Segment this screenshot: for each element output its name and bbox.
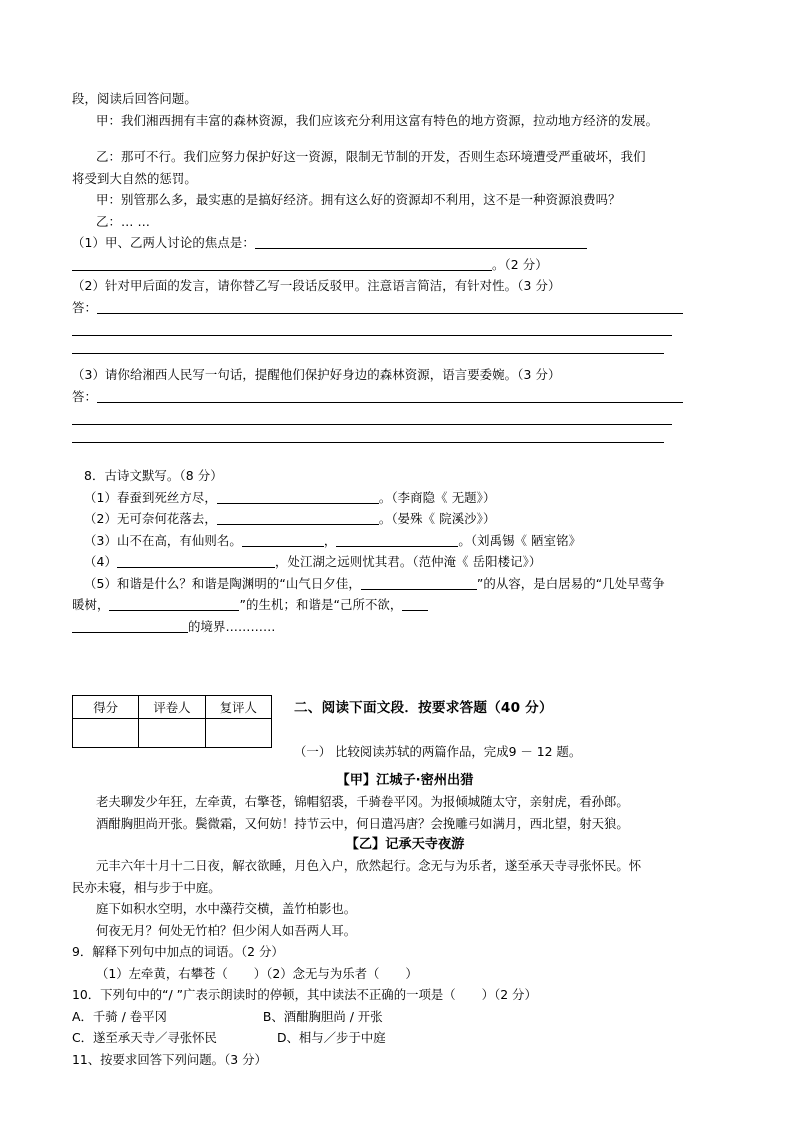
q11-heading: 11、按要求回答下列问题。（3 分） (72, 1051, 267, 1067)
text-a-marker: 【甲】 (336, 773, 377, 788)
dialogue-line-2: 乙：那可不行。我们应努力保护好这一资源，限制无节制的开发，否则生态环境遭受严重破坏，我们 (96, 149, 646, 164)
q8-item-5-part3: 暖树， (72, 597, 110, 612)
subquestion-1-cont (72, 254, 728, 276)
text-a-line-2: 酒酣胸胆尚开张。鬓微霜，又何妨！持节云中，何日遣冯唐？会挽雕弓如满月，西北望，射天狼。 (96, 815, 629, 831)
answer-label-2: 答： (72, 299, 97, 315)
text-b-title (72, 834, 728, 855)
spacer-q2-q3 (72, 354, 728, 364)
answer-blank-1a[interactable] (255, 235, 587, 249)
q8-item-1 (72, 487, 728, 509)
q8-item-5-line3 (72, 616, 728, 638)
q8-blank-5b[interactable] (109, 597, 239, 611)
q8-item-1-label: （1） (84, 489, 117, 505)
q8-item-4-label: （4） (84, 554, 117, 569)
q8-item-3-after: 。（刘禹锡《 陋室铭》 (458, 532, 582, 548)
q8-item-5-line2 (72, 594, 728, 616)
q8-item-4 (72, 551, 728, 573)
text-b-line-3: 庭下如积水空明，水中藻荇交横，盖竹柏影也。 (96, 901, 357, 916)
subquestion-3-label: （3） (72, 367, 105, 382)
answer-blank-2a[interactable] (97, 300, 683, 314)
table-row (73, 719, 272, 748)
q8-item-5-label: （5） (84, 575, 117, 591)
score-header-grader: 评卷人 (139, 696, 205, 719)
q8-blank-5a[interactable] (361, 576, 477, 590)
q8-item-4-after: ，处江湖之远则忧其君。（范仲淹《 岳阳楼记》） (274, 554, 542, 569)
q9-item-1-close: ） (253, 965, 267, 981)
q8-blank-3a[interactable] (242, 533, 324, 547)
q8-item-1-after: 。（李商隐《 无题》） (378, 489, 496, 505)
subquestion-1-text: 甲、乙两人讨论的焦点是： (104, 235, 255, 250)
subquestion-2 (72, 275, 728, 297)
q9-item-2-close: ） (405, 965, 418, 981)
answer-blank-1b[interactable] (72, 257, 492, 271)
q8-item-3 (72, 530, 728, 552)
q8-blank-1[interactable] (217, 490, 379, 504)
q10-options-row-2 (72, 1027, 728, 1049)
q8-item-2-after: 。（晏殊《 院溪沙》） (378, 511, 496, 526)
page-content (72, 88, 728, 1070)
subquestion-3-answer (72, 386, 728, 408)
q8-item-1-before: 春蚕到死丝方尽， (116, 489, 217, 505)
q8-item-3-label: （3） (84, 532, 117, 548)
q8-blank-4[interactable] (117, 554, 275, 568)
section2-heading: 二、阅读下面文段．按要求答题（40 分） (294, 700, 553, 716)
score-value-reviewer[interactable] (205, 719, 271, 748)
q8-item-5-part4: ”的生机；和谐是“己所不欲， (239, 597, 403, 612)
q8-blank-3b[interactable] (336, 533, 458, 547)
text-b-line-2: 民亦未寝，相与步于中庭。 (72, 879, 221, 895)
section2-subheading: （一） 比较阅读苏轼的两篇作品，完成9 － 12 题。 (294, 744, 582, 759)
spacer-before-section2 (72, 637, 728, 671)
score-table (72, 695, 272, 748)
q9-items (72, 963, 728, 985)
subquestion-3-text: 请你给湘西人民写一句话，提醒他们保护好身边的森林资源，语言要委婉。（3 分） (104, 367, 561, 382)
q8-item-2-label: （2） (84, 511, 117, 526)
q8-blank-2[interactable] (217, 511, 379, 525)
q8-item-2 (72, 508, 728, 530)
spacer-dialogue (72, 131, 728, 146)
subquestion-1-tail: 。（2 分） (492, 256, 548, 272)
q8-item-5-line1 (72, 573, 728, 595)
q10-option-a-text[interactable]: 千骑 / 卷平冈 (92, 1008, 167, 1024)
spacer-before-section2b (72, 671, 728, 693)
q10-heading-text: 10．下列句中的“/ ”广表示朗读时的停顿，其中读法不正确的一项是（ (72, 987, 456, 1002)
score-value-grader[interactable] (139, 719, 205, 748)
q8-blank-5d[interactable] (72, 619, 188, 633)
q9-item-1-text: 左牵黄，右攀苍（ (128, 965, 228, 981)
intro-line: 段，阅读后回答问题。 (72, 91, 197, 106)
q8-blank-5c[interactable] (402, 597, 428, 611)
q10-option-b-text[interactable]: 酒酣胸胆尚 / 开张 (283, 1008, 383, 1024)
q9-item-2-text: 念无与为乐者（ (292, 965, 380, 981)
subquestion-3 (72, 364, 728, 386)
dialogue-line-4: 甲：别管那么多，最实惠的是搞好经济。拥有这么好的资源却不利用，这不是一种资源浪费吗？ (96, 192, 621, 207)
answer-label-3: 答： (72, 388, 97, 404)
q9-item-2-label: （2） (266, 965, 293, 981)
spacer-before-q8 (72, 443, 728, 465)
text-a-line-1: 老夫聊发少年狂，左牵黄，右擎苍，锦帽貂裘，千骑卷平冈。为报倾城随太守，亲射虎，看孙郎。 (96, 794, 629, 809)
score-table-row (72, 693, 728, 760)
q8-heading: 8．古诗文默写。（8 分） (84, 468, 223, 483)
score-header-reviewer: 复评人 (205, 696, 271, 719)
q8-item-5-part1: 和谐是什么？和谐是陶渊明的“山气日夕佳， (116, 575, 361, 591)
subquestion-2-label: （2） (72, 278, 105, 293)
text-a-title (72, 770, 728, 791)
q9-item-1-label: （1） (96, 965, 129, 981)
score-table-header-row (73, 696, 272, 719)
q10-option-c-key: C． (72, 1030, 94, 1045)
q8-item-5-part6: 的境界………… (188, 618, 276, 634)
text-b-marker: 【乙】 (345, 837, 386, 852)
answer-blank-3b[interactable] (72, 424, 672, 425)
q10-heading-tail: ）（2 分） (481, 987, 537, 1002)
section2-block (272, 693, 581, 760)
dialogue-line-5: 乙：… … (96, 213, 151, 229)
q8-item-3-mid: ， (323, 532, 337, 548)
score-header-score: 得分 (73, 696, 139, 719)
answer-blank-3a[interactable] (97, 389, 683, 403)
subquestion-1 (72, 232, 728, 254)
q10-option-d-text[interactable]: 相与／步于中庭 (298, 1030, 386, 1045)
q8-item-5-part2: ”的从容，是白居易的“几处早莺争 (476, 575, 665, 591)
q10-option-d-key: D、 (276, 1030, 299, 1045)
score-value-score[interactable] (73, 719, 139, 748)
subquestion-2-answer (72, 297, 728, 319)
subquestion-1-label: （1） (72, 235, 105, 250)
answer-blank-2b[interactable] (72, 335, 672, 336)
spacer-before-poem (72, 760, 728, 770)
text-b-line-4: 何夜无月？何处无竹柏？但少闲人如吾两人耳。 (96, 922, 357, 938)
q10-options-row-1 (72, 1006, 728, 1028)
q10-heading (72, 984, 728, 1006)
q10-option-b-key: B、 (262, 1008, 284, 1024)
text-a-title-label: 江城子·密州出猎 (376, 773, 474, 788)
subquestion-2-text: 针对甲后面的发言，请你替乙写一段话反驳甲。注意语言简洁，有针对性。（3 分） (104, 278, 561, 293)
q8-item-3-before: 山不在高，有仙则名。 (116, 532, 242, 548)
text-b-title-label: 记承天寺夜游 (385, 837, 465, 852)
q10-option-a-key: A． (72, 1008, 93, 1024)
q9-heading: 9．解释下列句中加点的词语。（2 分） (72, 944, 284, 959)
q10-option-c-text[interactable]: 遂至承天寺／寻张怀民 (93, 1030, 217, 1045)
dialogue-line-1: 甲：我们湘西拥有丰富的森林资源，我们应该充分利用这富有特色的地方资源，拉动地方经济的发展。 (96, 112, 659, 128)
text-b-line-1: 元丰六年十月十二日夜，解衣欲睡，月色入户，欣然起行。念无与为乐者，遂至承天寺寻张怀民。怀 (96, 858, 642, 873)
dialogue-line-3: 将受到大自然的惩罚。 (72, 170, 197, 186)
q8-item-2-before: 无可奈何花落去， (116, 511, 217, 526)
